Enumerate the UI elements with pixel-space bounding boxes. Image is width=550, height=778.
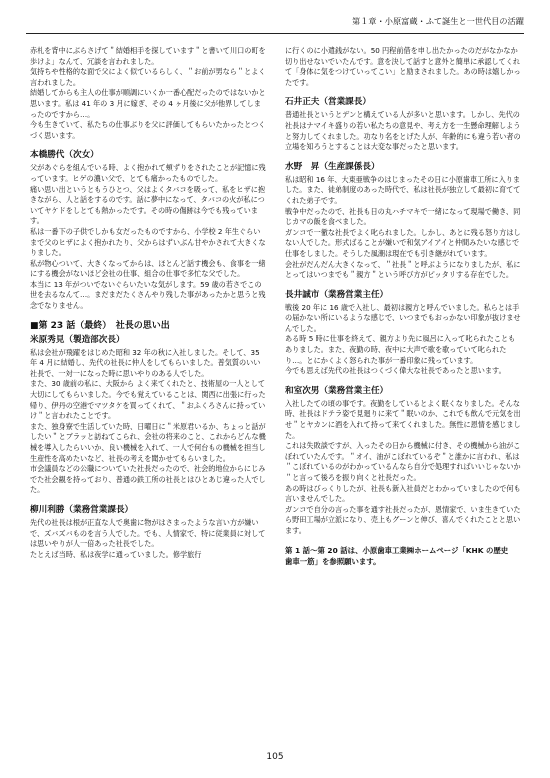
paragraph: 入社したての頃の事です。夜勤をしているとよく眠くなりました。そんな時、社長はドテラ姿で見廻りに来て＂眠いのか、これでも飲んで元気を出せ＂とヤカンに酒を入れて持って来てくれました。無性に恩情を感じました。	[285, 398, 521, 440]
paragraph: 本当に 13 年がついでないぐらいたいな気がします。59 歳の若さでこの世を去るなんて…。まだまだたくさんやり残した事があったかと思うと残念でなりません。	[30, 279, 266, 311]
paragraph: 戦後 20 年に 16 歳で入社し、最初は親方と呼んでいました。私らとは手の届かない所にいるような感じで、いつまでもおっかない印象が抜けませんでした。	[285, 302, 521, 333]
paragraph: 気持ちや性格的な面で父によく似ているらしく、＂お前が男なら＂とよく言われました。	[30, 67, 266, 87]
speaker-heading: 柳川利勝（業務営業課長）	[30, 504, 134, 515]
paragraph: 市会議員などの公職についていた社長だったので、社会的地位からにじみでた社会観を持っており、普通の鉄工所の社長とはひとあじ違った人でした。	[30, 464, 266, 495]
paragraph: ガンコで自分の言った事を通す社長だったが、恩情家で、いま生きていたら野田工場が立派になり、売上もグーンと伸び、喜んでくれたことと思います。	[285, 504, 521, 535]
paragraph: あの時はびっくりしたが、社長も新入社員だとわかっていましたので何も言いませんでした。	[285, 483, 521, 504]
paragraph: 赤札を背中にぶらさげて＂結婚相手を探しています＂と書いて川口の町を歩けよ」なんて、冗談を言われました。	[30, 46, 266, 66]
paragraph: 父があぐらを組んでいる時、よく抱かれて頬ずりをされたことが記憶に残っています。ヒゲの濃い父で、とても痛かったものでした。	[30, 163, 266, 183]
speaker-heading: 米原秀見（製造部次長）	[30, 334, 125, 345]
paragraph: また、独身寮で生活していた時、日曜日に＂米原君いるか、ちょっと話がしたい＂とブラッと訪ねてこられ、会社の将来のこと、これからどんな機械を導入したらいいか、良い機械を入れて、一人で何台もの機械を担当し生産性を高めたいなど、社長の考えを聞かせてもらいました。	[30, 421, 266, 463]
section-heading: ■第 23 話（最終） 社長の思い出	[30, 320, 170, 331]
speaker-heading: 本橋勝代（次女）	[30, 150, 99, 161]
paragraph: 先代の社長は根が正直な人で奥歯に物がはさまったような言い方が嫌いで、ズバズバものを言う人でした。でも、人情家で、特に従業員に対しては思いやりが人一倍あった社長でした。	[30, 517, 266, 549]
paragraph: 私は一番下の子供でしかも女だったものですから、小学校 2 年生ぐらいまで父のヒザによく抱かれたり、父からはずいぶん甘やかされて大きくなりました。	[30, 226, 266, 258]
running-header: 第１章・小原富蔵・ふて誕生と一世代目の活躍	[352, 16, 524, 26]
speaker-heading: 水野 昇（生産課係長）	[285, 161, 380, 172]
right-column	[285, 46, 521, 567]
page-number: 105	[266, 752, 284, 762]
paragraph: たとえば当時、私は夜学に通っていました。修学旅行	[30, 549, 202, 559]
paragraph: ガンコで一徹な社長でよく叱られました。しかし、あとに残る怒り方はしない人でした。形式ばることが嫌いで和気アイアイと仲間みたいな感じで仕事をしました。そうした風潮は現在でも引き継がれています。	[285, 227, 521, 258]
header-rule	[26, 33, 524, 34]
paragraph: また、30 歳前の私に、大阪から よく来てくれたと、技術屋の一人として大切にしてもらいました。今でも覚えていることは、関西に出張に行った帰り、伊丹の空港でマツタケを買ってくれて、＂おふくろさんに持っていけ＂と言われたことです。	[30, 379, 266, 421]
speaker-heading: 石井正夫（営業課長）	[285, 97, 371, 108]
speaker-heading: 長井誠市（業務営業主任）	[285, 289, 389, 300]
paragraph: 今も生きていて、私たちの仕事ぶりを父に評価してもらいたかったとつくづく思います。	[30, 120, 266, 140]
speaker-heading: 和室次男（業務営業主任）	[285, 385, 389, 396]
paragraph: に行くのに小遣銭がない。50 円程前借を申し出たかったのだがなかなか切り出せないでいたんです。意を決して話すと意外と簡単に承認してくれて「身体に気をつけていってこい」と励まされました。あの時は嬉しかったです。	[285, 46, 521, 87]
reference-note: 第 1 話〜第 20 話は、小原歯車工業㈱ホームページ「KHK の歴史 歯車一筋」を参照願います。	[285, 545, 516, 566]
paragraph: 私が物心ついて、大きくなってからは、ほとんど話す機会も、食事を一緒にする機会がないほど会社の仕事、組合の仕事で多忙な父でした。	[30, 258, 266, 279]
left-column	[30, 46, 266, 560]
paragraph: 普通社長というとデンと構えている人が多いと思います。しかし、先代の社長はナマイキ盛りの若い私たちの意見や、考え方を一生懸命理解しようと努力してくれました。功なり名をとげた人が、年齢的にも違う若い者の立場を知ろうとすることは大変な事だったと思います。	[285, 110, 521, 152]
paragraph: 今でも思えば先代の社長はつくづく偉大な社長であったと思います。	[285, 366, 506, 376]
paragraph: これは失敗談ですが、入ったその日から機械に付き、その機械から油がこぼれていたんです。＂オイ、油がこぼれているぞ＂と誰かに言われ、私は＂こぼれているのがわかっているんなら自分で処理すればいいじゃないか＂と言って後ろを振り向くと社長だった。	[285, 441, 521, 482]
paragraph: 私は昭和 16 年、大東亜戦争のはじまったその日に小原歯車工所に入りました。また、徒弟制度のあった時代で、私は社長が独立して最初に育ててくれた弟子です。	[285, 174, 521, 205]
paragraph: ある時 5 時に仕事を終えて、親方より先に風呂に入って叱られたこともありました。また、夜勤の時、夜中に大声で歌を歌っていて叱られたり…。とにかくよく怒られた事が一番印象に残っています。	[285, 334, 516, 365]
paragraph: 結婚してからも主人の仕事が順調にいくか一番心配だったのではないかと思います。私は 41 年の 3 月に嫁ぎ、その 4 ヶ月後に父が他界してしまったのですから…。	[30, 88, 266, 119]
paragraph: 痛い思い出というともうひとつ、父はよくタバコを吸って、私をヒザに抱きながら、人と話をするのです。話に夢中になって、タバコの火が私についてヤケドをしとても熱かったです。その時の傷跡は今でも残っています。	[30, 184, 265, 226]
paragraph: 私は会社が飛躍をはじめた昭和 32 年の秋に入社しました。そして、35 年 4 月に結婚し、先代の社長に仲人をしてもらいました。普気質のいい社長で、一対一になった時に思いやりのある人でした。	[30, 347, 261, 378]
paragraph: 戦争中だったので、社長も日の丸ハチマキで一緒になって現場で働き、同じカマの飯を食べました。	[285, 206, 521, 227]
paragraph: 会社がだんだん大きくなって、＂社長＂と呼ぶようになりましたが、私にとってはいつまでも＂親方＂という呼び方がピッタリする存在でした。	[285, 259, 521, 280]
